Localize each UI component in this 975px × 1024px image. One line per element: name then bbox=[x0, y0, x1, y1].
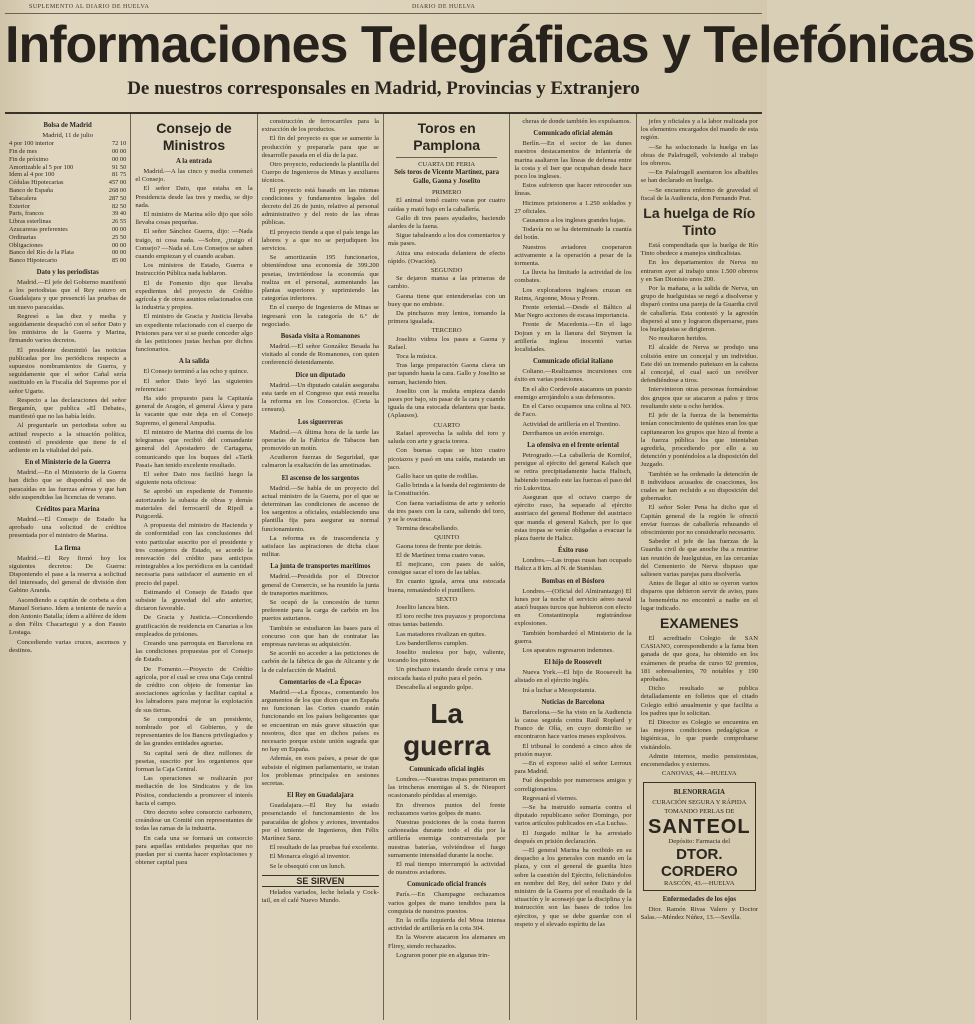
paragraph: El ministro de Marina sólo dijo que sólo llevaba cosas pequeñas. bbox=[135, 211, 253, 227]
paragraph: —Se encuentra enfermo de gravedad el fiscal de la Audiencia, don Fernando Prat. bbox=[640, 186, 758, 202]
paragraph: Termina descabellando. bbox=[395, 525, 459, 533]
bolsa-security: Fin de mes bbox=[9, 148, 38, 155]
paragraph: El acreditado Colegio de SAN CASIANO, correspondiendo a la fama bien ganada de que goza, ha obtenido en los exámenes de prueba de curso 92 premios, 181 sobresalientes, 70 notables y 190 aprobados. bbox=[640, 634, 758, 683]
bolsa-security: Obligaciones bbox=[9, 241, 43, 249]
paragraph: Joselito lancea bien. bbox=[395, 603, 450, 611]
column-6 bbox=[637, 114, 762, 1020]
paragraph: Está compendiada que la huelga de Río Tinto obedece a manejos sindicalistas. bbox=[640, 242, 758, 258]
bolsa-row bbox=[9, 218, 126, 226]
bolsa-price: 00 00 bbox=[111, 241, 127, 249]
subheading: Comunicado oficial inglés bbox=[409, 765, 485, 773]
paragraph: Con buenas capas se hizo cuatro picotazos y pasó en una caída, matando un jaco. bbox=[387, 447, 506, 471]
paragraph: Frente de Macedonia.—En el lago Dojran y en la llanura del Strymon la artillería inglesa inocentó varias localidades. bbox=[514, 321, 632, 354]
bolsa-title: Bolsa de Madrid bbox=[43, 122, 92, 129]
bolsa-price: 00 00 bbox=[111, 249, 127, 257]
paragraph: Madrid.—Un diputado catalán aseguraba esta tarde en el Congreso que está resuelta la reforma en los Consorcios. (Corta la censura). bbox=[261, 381, 379, 414]
paragraph: Derribamos un avión enemigo. bbox=[522, 429, 604, 437]
paragraph: En la Woevre atacaron los alemanes en Flirey, siendo rechazados. bbox=[387, 934, 506, 950]
paragraph: Fué despedido por numerosos amigos y correligionarios. bbox=[514, 777, 632, 793]
subheading: Comunicado oficial italiano bbox=[532, 358, 613, 366]
paragraph: Madrid.—Presidida por el Director general de Comercio, se ha reunido la junta de transportes marítimos. bbox=[261, 573, 379, 597]
masthead: Informaciones Telegráficas y Telefónicas bbox=[5, 16, 975, 74]
paragraph: El fin del proyecto es que se aumente la producción y prepararla para que se desarrolle pasada en el día de la paz. bbox=[261, 135, 379, 159]
paragraph: El ministro de Marina dió cuenta de los telegramas que recibió del comandante general del Apostadero de Cartagena, comunicando que los buques del «Tarik Pasai» han tenido excelente resultado. bbox=[135, 428, 253, 469]
paragraph: —El general Marina ha recibido en su despacho a los generales con mando en la plaza, y con el general de guardia hizo sobre la cuestión del Ejército, felicitándolos en nombre del Rey, del señor Dato y del ministro de la Guerra por el resultado de la situación y le aconsejó que la disciplina y la instrucción son las bases de todos los ejércitos, y que se debe guardar con el respeto y el elevado espíritu de las bbox=[514, 847, 632, 928]
paragraph: En cada una se formará un consorcio para aquellas entidades pequeñas que no puedan por sí cuenta hacer explotaciones y obtener capital para bbox=[135, 834, 253, 867]
bolsa-price: 39 40 bbox=[111, 210, 127, 218]
column-3 bbox=[258, 114, 384, 1020]
paragraph: El ministro de Gracia y Justicia llevaba un expediente relacionado con el cuerpo de Prisiones para ver si se puede conceder algo de las peticiones justas hechas por dichos funcionarios. bbox=[135, 313, 253, 354]
divider bbox=[396, 157, 497, 158]
bolsa-security: Paris, francos bbox=[9, 210, 44, 218]
paragraph: Se amortizarán 195 funcionarios, obteniéndose una economía de 399.200 pesetas, invirtiéndose la economía que realiza en el personal, aumentando las plantas superiores y suprimiendo las categorías inferiores. bbox=[261, 254, 379, 303]
bolsa-price: 25 50 bbox=[111, 233, 127, 241]
paragraph: Joselito vidrea los pases a Gaona y Rafael. bbox=[387, 335, 506, 351]
subheading: CUARTA DE FERIA bbox=[418, 161, 476, 168]
paragraph: Madrid.—En el Ministerio de la Guerra han dicho que se dispondrá el uso de paracaídas en las fuerzas aéreas y que han sido suspendidas las licencias de verano. bbox=[9, 469, 127, 501]
bolsa-security: Amortizable al 5 por 100 bbox=[9, 163, 74, 171]
paragraph: Los ministros de Estado, Guerra e Instrucción Pública nada hablaron. bbox=[135, 262, 253, 278]
paragraph: Lograron poner pie en algunas trin- bbox=[395, 951, 490, 959]
bolsa-row bbox=[9, 249, 126, 257]
paragraph: Admite internos, medio pensionistas, encomendados y externos. bbox=[640, 752, 758, 769]
paragraph: Nueva York.—El hijo de Roosevelt ha alistado en el ejército inglés. bbox=[514, 669, 632, 685]
subheading: Noticias de Barcelona bbox=[541, 698, 605, 706]
paragraph: Londres.—Las tropas rusas han ocupado Halicz a 8 km. al N. de Stanislau. bbox=[514, 557, 632, 573]
paragraph: Los exploradores ingleses cruzan en Reims, Argonne, Mosa y Pronn. bbox=[514, 286, 632, 302]
paragraph: El resultado de las pruebas fué excelente. bbox=[269, 844, 379, 852]
paragraph: Toca la música. bbox=[395, 353, 438, 361]
paragraph: Estos sufrieron que hacer retroceder sus líneas. bbox=[514, 182, 632, 198]
paragraph: Creando una parroquia en Barcelona en las condiciones propuestas por el Consejo de Estado. bbox=[135, 639, 253, 664]
paragraph: El toro recibe tres puyazos y proporciona otras tantas batiendo. bbox=[387, 613, 506, 629]
headline: La firma bbox=[54, 544, 81, 552]
bolsa-price: 00 00 bbox=[111, 148, 127, 155]
ad-address: RASCÓN, 43.—HUELVA bbox=[664, 880, 735, 888]
bolsa-price: 82 50 bbox=[111, 202, 127, 210]
headline-examenes: EXAMENES bbox=[660, 614, 739, 631]
subheading: Comunicado oficial francés bbox=[407, 881, 487, 889]
paragraph: También bombardeó el Ministerio de la guerra. bbox=[514, 629, 632, 645]
paragraph: Coltano.—Realizamos incursiones con éxito en varias posiciones. bbox=[514, 368, 632, 384]
paragraph: Gaona tiene que entenderselas con un buey que no embiste. bbox=[387, 292, 506, 308]
bolsa-row bbox=[9, 257, 126, 265]
headline: Créditos para Marina bbox=[35, 506, 100, 514]
paragraph: Madrid.—Se habla de un proyecto del actual ministro de la Guerra, por el que se determinan las condiciones de ascenso de los sargentos a oficiales, estableciendo una plantilla fija para asegurar su normal funcionamiento. bbox=[261, 484, 379, 533]
paragraph: Las operaciones se realizarán por mediación de los Sindicatos y de los Pósitos, conduciendo a promover el interés hacia el campo. bbox=[135, 775, 253, 807]
bolsa-price: 00 00 bbox=[111, 155, 127, 163]
paragraph: El de Martínez toma cuatro varas. bbox=[395, 551, 486, 559]
bolsa-security: Tabacalera bbox=[9, 194, 37, 202]
paragraph: Guadalajara.—El Rey ha estado presenciando el funcionamiento de los paracaídas de globos y aviones, inventados por el teniente de Ingenieros, don Félix Martínez Sanz. bbox=[261, 802, 379, 843]
paragraph: También se estudiaron las bases para el concurso con que han de contratar las empresas navieras su adquisición. bbox=[261, 624, 379, 648]
paragraph: Antes de llegar al sitio se oyeron varios disparos que debieron servir de aviso, pues la benemérita no encontró a nadie en el lugar indicado. bbox=[640, 580, 758, 612]
bolsa-row bbox=[9, 148, 126, 156]
bolsa-price: 00 00 bbox=[111, 225, 127, 233]
paragraph: Joselito muletea por bajo, valiente, tocando los pitones. bbox=[387, 648, 506, 665]
bolsa-row bbox=[9, 171, 126, 179]
subheading: TERCERO bbox=[431, 327, 462, 335]
paragraph: Madrid.—El Consejo de Estado ha aprobado una solicitud de créditos presentada por el ministro de Marina. bbox=[9, 516, 127, 540]
paragraph: Nuestros aviadores cooperaron activamente a la operación a pesar de la tormenta. bbox=[514, 243, 632, 268]
paragraph: El señor Dato, que estaba en la Presidencia desde las tres y media, se dijo nada. bbox=[135, 185, 253, 209]
paragraph: Rafael aprovecha la salida del toro y saluda con arte y gracia torera. bbox=[387, 429, 506, 446]
subheadline: De nuestros corresponsales en Madrid, Provincias y Extranjero bbox=[127, 78, 640, 99]
paragraph: Joselito con la muleta empieza dando pases por bajo, sin pasar de la cara y cuando iguala da una estocada delantera que basta. (Aplausos). bbox=[387, 387, 506, 420]
headline-la-guerra: La guerra bbox=[403, 697, 491, 761]
bolsa-security: Banco de España bbox=[9, 186, 54, 194]
column-4 bbox=[384, 114, 510, 1020]
bolsa-row bbox=[9, 179, 126, 187]
eyes-title: Enfermedades de los ojos bbox=[662, 896, 737, 904]
paragraph: El señor Sánchez Guerra, dijo: —Nada traigo, ni cosa nada. —Sobre, ¿traigo el Consejo? —Nada sé. Los Consejos se saben cuando empiezan y el cuando acaban. bbox=[135, 228, 253, 261]
paragraph: La reforma es de trascendencia y satisface las aspiraciones de dicha clase militar. bbox=[261, 534, 379, 559]
headline: Dice un diputado bbox=[295, 371, 346, 379]
column-2 bbox=[131, 114, 257, 1020]
paragraph: No resultaron heridos. bbox=[648, 335, 708, 343]
running-head bbox=[5, 0, 762, 14]
paragraph: Otro proyecto, reduciendo la plantilla del Cuerpo de Ingenieros de Minas y auxiliares técnicos. bbox=[261, 161, 379, 185]
paragraph: Sigue tabaleando a los dos comentarios y más pases. bbox=[387, 232, 506, 248]
bolsa-security: Banco Hipotecario bbox=[9, 257, 58, 265]
paragraph: Gallo brinda a la banda del regimiento de la Constitución. bbox=[387, 482, 506, 498]
ad-deposit: Depósito: Farmacia del bbox=[668, 837, 731, 845]
paragraph: Berlín.—En el sector de las dunes nuestros destacamentos de infantería de marina asaltaron las líneas de defensa entre la costa y el Iser que ocupaban desde hace poco los ingleses. bbox=[514, 140, 632, 181]
bolsa-price: 268 00 bbox=[108, 186, 127, 194]
subheading: CUARTO bbox=[433, 421, 460, 429]
subheading: A la salida bbox=[178, 358, 210, 366]
paragraph: Sabedor el jefe de las fuerzas de la Guardia civil de que anoche iba a reunirse tan reunión de huelguistas, en las cercanías del Cementerio de Nerva dispuso que saliesen varias parejas para disolverla. bbox=[640, 538, 758, 578]
subheading: QUINTO bbox=[434, 534, 460, 542]
paragraph: Se ocupó de la concesión de turno preferente para la carga de carbón en los puertos asturianos. bbox=[261, 598, 379, 623]
bolsa-price: 81 75 bbox=[111, 171, 127, 179]
paragraph: En diversos puntos del frente rechazamos varios golpes de mano. bbox=[387, 801, 506, 817]
headline: La huelga de Río Tinto bbox=[643, 205, 756, 239]
bolsa-row bbox=[9, 210, 126, 218]
paragraph: El proyecto está basado en las mismas condiciones y fundamentos legales del decreto del 26 de junio, relativo al personal administrativo y del resto de las obras públicas. bbox=[261, 186, 379, 227]
ad-pharmacist: DTOR. CORDERO bbox=[660, 846, 738, 881]
paragraph: Actividad de artillería en el Trentino. bbox=[522, 420, 621, 428]
paragraph: Gallo di tres pases ayudados, haciendo alardes de la faena. bbox=[387, 214, 506, 231]
bolsa-row bbox=[9, 164, 126, 172]
paragraph: En cuanto iguala, arrea una estocada buena, rematándolo el puntillero. bbox=[387, 578, 506, 594]
paragraph: El señor Soler Pena ha dicho que el Capitán general de la región le ofreció enviar fuerzas de caballería rehusando el ofrecimiento por no considerarlo necesario. bbox=[640, 504, 758, 536]
headline: En el Ministerio de la Guerra bbox=[24, 459, 111, 467]
paragraph: Frente oriental.—Desde el Báltico al Mar Negro acciones de escasa importancia. bbox=[514, 304, 632, 320]
paragraph: El tribunal lo condenó a cinco años de prisión mayor. bbox=[514, 742, 632, 758]
paragraph: Madrid.—El Rey firmó hoy los siguientes decretos: De Guerra: Disponiendo el pase a la reserva a solicitud del interesado, del general de división don Gabino Aranda. bbox=[9, 554, 127, 595]
paragraph: Madrid.—El señor González Besada ha visitado al conde de Romanones, con quien conferenció detenidamente. bbox=[261, 343, 379, 367]
paragraph: El señor Dato leyó las siguientes referencias: bbox=[135, 377, 253, 393]
subheading: SEXTO bbox=[436, 595, 458, 603]
bolsa-price: 72 10 bbox=[111, 140, 127, 148]
running-head-left: SUPLEMENTO AL DIARIO DE HUELVA bbox=[29, 3, 150, 10]
paragraph: El presidente desmintió las noticias publicadas por los periódicos respecto a supuestos nombramientos de Guerra, y seguidamente que el señor Cañal sería sustituido en la Fiscalía del Supremo por el señor Ugarte. bbox=[9, 346, 127, 395]
ad-brand: SANTEOL bbox=[648, 815, 751, 838]
ad-line: CURACIÓN SEGURA Y RÁPIDA TOMANDO PERLAS DE bbox=[652, 799, 747, 815]
paragraph: París.—En Champagne rechazamos varios golpes de mano tendidos para la conquista de nuestros puestos. bbox=[387, 891, 506, 915]
paragraph: Por la mañana, a la salida de Nerva, un grupo de huelguistas se negó a disolverse y disparó contra una pareja de la Guardia civil de caballería. Esta contestó y la agresión dispersó al uno y lograron dispersarse, pues los huelguistas se dirigieron. bbox=[640, 285, 758, 334]
paragraph: Se compondrá de un presidente, nombrado por el Gobierno, y de representantes de los Bancos privilegiados y de las grandes entidades agrarias. bbox=[135, 715, 253, 748]
headline: Comentarios de «La Época» bbox=[279, 678, 362, 686]
paragraph: Londres.—Nuestras tropas penetraron en las trincheras enemigas al S. de Nieuport ocasionando pérdidas al enemigo. bbox=[387, 775, 506, 800]
bolsa-row bbox=[9, 203, 126, 211]
paragraph: En el alto Cordevole atacamos un puesto enemigo arrojándolo a sus defensores. bbox=[514, 385, 632, 401]
bolsa-price: 26 55 bbox=[111, 218, 127, 226]
paragraph: En el cuerpo de Ingenieros de Minas se ingresará con la categoría de 6.º de negociado. bbox=[261, 304, 379, 328]
address: CANOVAS, 44.—HUELVA bbox=[661, 770, 737, 778]
paragraph: En el Carso ocupamos una colina al NO. de Faco. bbox=[514, 403, 632, 419]
bolsa-row bbox=[9, 234, 126, 242]
subheading: La ofensiva en el frente oriental bbox=[527, 441, 619, 449]
paragraph: El Juzgado militar le ha arrestado después en prisión declaración. bbox=[514, 829, 632, 845]
paragraph: También se ha ordenado la detención de 8 individuos acusados de coacciones, los cuales se han recluido a su disposición del gobernador. bbox=[640, 470, 758, 503]
paragraph: El jefe de la fuerza de la benemérita tenían conocimiento de quiénes eran los que capitanearon los grupos que hizo al frente a la fuerza pública los que intentaban agredirla, procediendo por ello a su detención y poniéndolos a la disposición del Juzgado. bbox=[640, 412, 758, 469]
paragraph: El mejicano, con pases de salón, consigue sacar el toro de las tablas. bbox=[387, 560, 506, 577]
paragraph: Madrid.—A última hora de la tarde las operarias de la Fábrica de Tabacos han promovido un motín. bbox=[261, 428, 379, 452]
bolsa-security: Cédulas Hipotecarias bbox=[9, 179, 64, 187]
headline: Los siguerreras bbox=[297, 418, 343, 426]
subheading: El hijo de Roosevelt bbox=[544, 659, 602, 667]
paragraph: Otro decreto sobre consorcio carbonero, creándose un Comité con representantes de todas las ramas de la industria. bbox=[135, 809, 253, 833]
paragraph: construcción de ferrocarriles para la extracción de los productos. bbox=[261, 118, 379, 134]
ad-text: Helados variados, leche helada y Cock-tail, en el café Nuevo Mundo. bbox=[261, 889, 379, 905]
paragraph: Descabella al segundo golpe. bbox=[395, 683, 473, 691]
paragraph: Todavía no se ha determinado la cuantía del botín. bbox=[514, 226, 632, 242]
paragraph: Se le obsequió con un lunch. bbox=[269, 862, 346, 870]
paragraph: Barcelona.—Se ha visto en la Audiencia la causa seguida contra Raúl Roplard y Franco de Olía, en cuyo domicilio se encontraron hace varios meses explosivos. bbox=[514, 708, 632, 741]
bolsa-security: Exterior bbox=[9, 202, 30, 210]
paragraph: Los aparatos regresaron indemnes. bbox=[522, 646, 614, 654]
paragraph: El proyecto tiende a que el país tenga las labores y a que no se perjudiquen los servicios. bbox=[261, 228, 379, 253]
paragraph: Nuestras posiciones de la costa fueron cañoneadas durante todo el día por la artillería enemiga contrarrestada por nuestras baterías, volviéndose el fuego sumamente intensidad durante la noche. bbox=[387, 819, 506, 859]
bolsa-security: Libras esterlinas bbox=[9, 218, 52, 226]
paragraph: El Monarca elogió al inventor. bbox=[269, 853, 351, 861]
paragraph: El mal tiempo interrumpió la actividad de nuestros aviadores. bbox=[387, 861, 506, 877]
running-head-center: DIARIO DE HUELVA bbox=[412, 3, 476, 10]
subheading: Éxito ruso bbox=[557, 547, 588, 555]
paragraph: Dtor. Ramón Rivas Valero y Doctor Salas.—Méndez Núñez, 13.—Sevilla. bbox=[640, 906, 758, 922]
bolsa-security: Idem al 4 por 100 bbox=[9, 171, 55, 179]
headline: Toros en Pamplona bbox=[413, 120, 481, 153]
subheading: Comunicado oficial alemán bbox=[533, 130, 613, 138]
paragraph: Ha sido propuesto para la Capitanía general de Aragón, el general Álava y para la vacante que este deja en el Consejo Supremo, el general Ampudia. bbox=[135, 395, 253, 427]
bolsa-row bbox=[9, 156, 126, 164]
paragraph: Da pinchazos muy lentos, tomando la primera igualada. bbox=[387, 310, 506, 326]
subheading: A la entrada bbox=[176, 158, 212, 165]
paragraph: Al preguntarle un periodista sobre su actitud respecto a la situación política, contestó el presidente que tiene fe el ardiente en la vitalidad del país. bbox=[9, 422, 127, 455]
paragraph: El de Fomento dijo que llevaba expedientes del proyecto de Crédito agrícola y de otros asuntos relacionados con la industria y propios. bbox=[135, 279, 253, 312]
paragraph: Respecto a las declaraciones del señor Bergamín, que publica «El Debate», manifestó que no las había leído. bbox=[9, 396, 127, 421]
headline: Bosada visita a Romanones bbox=[280, 333, 360, 341]
paragraph: Tras larga preparación Gaona clava un par tapando hasta la cara. Gallo y Joselito se suman, haciendo bien. bbox=[387, 362, 506, 386]
paragraph: Causamos a los ingleses grandes bajas. bbox=[522, 217, 626, 225]
bolsa-table bbox=[9, 140, 126, 265]
paragraph: Los banderilleros cumplen. bbox=[395, 639, 468, 647]
paragraph: En los departamentos de Nerva no entraron ayer al trabajo unos 1.500 obreros y en San Dionisio unos 200. bbox=[640, 259, 758, 283]
paragraph: —Se ha solucionado la huelga en las obras de Palafrugell, volviendo al trabajo los obreros. bbox=[640, 143, 758, 168]
paragraph: Además, en esos países, a pesar de que subsiste el régimen parlamentario, se tratan los problemas principales en sesiones secretas. bbox=[261, 755, 379, 788]
bolsa-row bbox=[9, 195, 126, 203]
paragraph: Estimando el Consejo de Estado que subsiste la gravedad del año anterior, dictaron favorable. bbox=[135, 588, 253, 613]
paragraph: Se dejaron mansa a las primeras de cambio. bbox=[387, 275, 506, 291]
paragraph: Intervinieron otras personas formándose dos grupos que se atacaron a palos y tiros resultando siete u ocho heridos. bbox=[640, 386, 758, 410]
subheading: Bombas en el Bósforo bbox=[541, 577, 605, 585]
paragraph: Ascendiendo a capitán de corbeta a don Manuel Soriano. Idem a teniente de navío a don Antonio Batalla; ídem a alférez de ídem a don Félix Chacartegui y a don Fausto Lostaga. bbox=[9, 596, 127, 637]
paragraph: Madrid.—El jefe del Gobierno manifestó a los periodistas que el Rey estuvo en Guadalajara y que presenció las pruebas de un nuevo paracaídas. bbox=[9, 278, 127, 311]
bolsa-price: 457 00 bbox=[108, 179, 127, 187]
paragraph: Se aprobó un expediente de Fomento autorizando la subasta de obras y demás materiales del ferrocarril de Ripoll a Puigcerdá. bbox=[135, 488, 253, 520]
paragraph: Irá a luchar a Mesopotamia. bbox=[522, 686, 597, 694]
bolsa-row bbox=[9, 140, 126, 148]
paragraph: Regresó a las diez y media y seguidamente despachó con el señor Dato y los ministros de la Guerra y Marina, firmando varios decretos. bbox=[9, 312, 127, 345]
paragraph: El señor Dato nos facilitó luego la siguiente nota oficiosa: bbox=[135, 470, 253, 487]
headline: El Rey en Guadalajara bbox=[286, 792, 354, 800]
paragraph: Regresará el viernes. bbox=[522, 794, 578, 802]
paragraph: Aseguran que el octavo cuerpo de ejército ruso, ha separado al ejército austriaco del general Bothmer del austriaco que manda el general Kalsch, por lo que estas tropas se verán obligadas a evacuar la plaza fuerte de Halicz. bbox=[514, 493, 632, 542]
bolsa-security: Ordinarias bbox=[9, 233, 36, 241]
paragraph: A propuesta del ministro de Hacienda y de conformidad con las conclusiones del voto particular suscrito por el presidente y tres consejeros de Estado, se acordó la renovación del crédito para anticipos reintegrables a los periódicos en la cantidad necesaria para satisfacer el aumento en el precio del papel. bbox=[135, 522, 253, 587]
bolsa-security: Banco del Río de la Plata bbox=[9, 249, 74, 257]
paragraph: La lluvia ha limitado la actividad de los combates. bbox=[514, 269, 632, 285]
paragraph: Londres.—(Oficial del Almirantazgo) El lunes por la noche el servicio aéreo naval atacó buques turcos que hubieron con efecto en Constantinopla registrándose explosiones. bbox=[514, 587, 632, 628]
paragraph: El Director es Colegio se encuentra en las mejores condiciones pedagógicas e higiénicas, lo que puede comprobarse visitándolo. bbox=[640, 719, 758, 751]
bolsa-price: 287 50 bbox=[108, 194, 127, 202]
paragraph: En la orilla izquierda del Mosa intensa actividad de artillería en la cota 304. bbox=[387, 917, 506, 933]
subheading: PRIMERO bbox=[431, 189, 462, 197]
bolsa-security: Fin de próximo bbox=[9, 155, 49, 163]
paragraph: Petrogrado.—La caballería de Kornilof, persigue al ejército del general Kalsch que se retira precipitadamente hacia Halisch, habiendo tomado este las fuerzas el paso del río Lukovitza. bbox=[514, 451, 632, 492]
column-1 bbox=[5, 114, 131, 1020]
subheading: Seis toros de Vicente Martínez, para Gallo, Gaona y Joselito bbox=[394, 169, 500, 185]
bolsa-row bbox=[9, 187, 126, 195]
headline: Consejo de Ministros bbox=[156, 120, 232, 153]
paragraph: De Fomento.—Proyecto de Crédito agrícola, por el cual se crea una Caja central de crédito con objeto de fomentar las asociaciones agrícolas y facilitar capital a los labradores para mejorar la explotación de sus tierras. bbox=[135, 665, 253, 714]
paragraph: Con faena variadísima de arte y señorío da tres pases con la cara, saliendo del toro, y se le ovaciona. bbox=[387, 499, 506, 523]
bolsa-security: 4 por 100 interior bbox=[9, 140, 54, 148]
paragraph: Dicho resultado se publica detalladamente en folletos que el citado Colegio editó anualmente y que facilita a los padres que lo solicitan. bbox=[640, 685, 758, 717]
paragraph: Un pinchazo tratando desde cerca y una estocada hasta el puño para el peón. bbox=[387, 666, 506, 682]
bolsa-row bbox=[9, 242, 126, 250]
bolsa-row bbox=[9, 226, 126, 234]
subheading: SEGUNDO bbox=[430, 267, 463, 275]
columns bbox=[5, 112, 762, 1020]
bolsa-dateline: Madrid, 11 de julio bbox=[42, 132, 93, 139]
ad-heading: SE SIRVEN bbox=[262, 875, 379, 887]
paragraph: Acudieron fuerzas de Seguridad, que calmaron la exaltación de las amotinadas. bbox=[261, 454, 379, 470]
paragraph: Gallo hace un quite de rodillas. bbox=[395, 472, 479, 480]
ad-word: BLENORRAGIA bbox=[673, 789, 725, 797]
advertisement-santeol bbox=[643, 782, 756, 891]
paragraph: —En Palafrugell asentaron los albañiles se han declarado en huelga. bbox=[640, 169, 758, 185]
paragraph: De Gracia y Justicia.—Concediendo gratificación de residencia en Canarias a los empleados de prisiones. bbox=[135, 614, 253, 638]
paragraph: Su capital será de diez millones de pesetas, suscrito por los organismos que forman la Caja Central. bbox=[135, 749, 253, 774]
bolsa-price: 85 00 bbox=[111, 257, 127, 265]
paragraph: Gaona torea de frente por detrás. bbox=[395, 542, 483, 550]
paragraph: Hicimos prisioneros a 1.250 soldados y 27 oficiales. bbox=[514, 199, 632, 215]
paragraph: El animal tomó cuatro varas por cuatro caídas y mató bajo en la caballería. bbox=[387, 197, 506, 213]
paragraph: Madrid.—«La Época», comentando los argumentos de los que dicen que en España no funcionan las Cortes cuando están funcionando en los países beligerantes que se encuentran en más grave situación que nosotros, dice que en dichos países es necesario porque existe unión sagrada que no hay en España. bbox=[261, 688, 379, 754]
paragraph: El alcalde de Nerva se produjo una colisión entre un concejal y un individuo. Este dió un tremendo puñetazo en la cabeza al concejal, el cual sacó un revólver defendiéndose a tiros. bbox=[640, 344, 758, 385]
paragraph: —En el expreso salió el señor Lerroux para Madrid. bbox=[514, 760, 632, 776]
bolsa-price: 91 50 bbox=[111, 163, 127, 171]
paragraph: cheras de donde también les expulsamos. bbox=[522, 118, 632, 125]
paragraph: Atiza una estocada delantera de efecto rápido. (Ovación). bbox=[387, 249, 506, 265]
column-5 bbox=[510, 114, 636, 1020]
headline: La junta de transportes marítimos bbox=[270, 563, 371, 571]
paragraph: Las matadores rivalizan en quites. bbox=[395, 630, 486, 638]
paragraph: Madrid.—A las cinco y media comenzó el Consejo. bbox=[135, 168, 253, 184]
paragraph: —Se ha instruido sumaria contra el diputado republicano señor Domingo, por varios artículos publicados en «La Lucha». bbox=[514, 804, 632, 828]
headline: Dato y los periodistas bbox=[36, 268, 99, 276]
headline: El ascenso de los sargentos bbox=[281, 474, 360, 482]
paragraph: jefes y oficiales y a la labor realizada por los elementos encargados del mando de esta región. bbox=[640, 118, 758, 142]
paragraph: Se acordó no acceder a las peticiones de carbón de la fábrica de gas de Alicante y de la de calefacción de Madrid. bbox=[261, 650, 379, 674]
bolsa-security: Azucareras preferentes bbox=[9, 225, 68, 233]
paragraph: El Consejo terminó a las ocho y quince. bbox=[143, 368, 249, 376]
paragraph: Concediendo varias cruces, ascensos y destinos. bbox=[9, 638, 127, 654]
